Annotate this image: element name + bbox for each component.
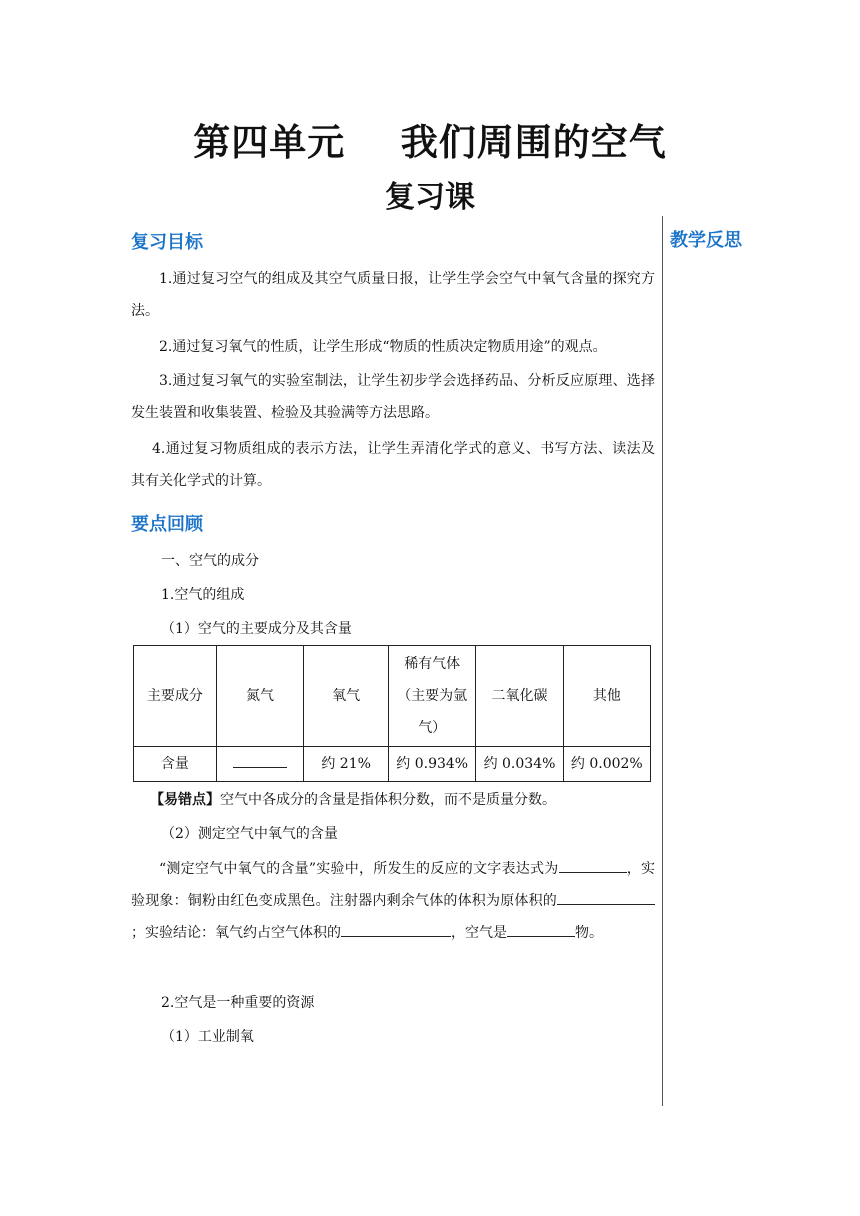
table-header-cell: 二氧化碳 xyxy=(476,646,563,747)
table-cell: 约 21% xyxy=(304,747,389,782)
reaction-blank xyxy=(559,858,627,873)
nitrogen-blank xyxy=(216,747,303,782)
document-subtitle: 复习课 xyxy=(385,180,475,215)
oxygen-measure-heading: （2）测定空气中氧气的含量 xyxy=(161,826,338,842)
resource-heading: 2.空气是一种重要的资源 xyxy=(161,995,315,1011)
table-header-row xyxy=(134,646,651,747)
goal-item-1: 1.通过复习空气的组成及其空气质量日报，让学生学会空气中氧气含量的探究方法。 xyxy=(131,271,655,319)
table-header-cell: 主要成分 xyxy=(134,646,217,747)
measure-text-3: ；实验结论：氧气约占空气体积的 xyxy=(131,925,341,941)
table-cell: 约 0.034% xyxy=(476,747,563,782)
measure-text-2: ，实验现象：铜粉由红色变成黑色。注射器内剩余气体的体积为原体积的 xyxy=(131,861,655,909)
measure-paragraph xyxy=(131,853,655,949)
document-title: 第四单元 我们周围的空气 xyxy=(193,121,667,164)
table-header-cell: 稀有气体（主要为氩气） xyxy=(389,646,476,747)
error-note-text: 空气中各成分的含量是指体积分数，而不是质量分数。 xyxy=(220,792,556,808)
air-composition-heading: 1.空气的组成 xyxy=(161,587,245,603)
reflection-heading: 教学反思 xyxy=(670,230,742,251)
table-row xyxy=(134,747,651,782)
oxygen-fraction-blank xyxy=(341,922,451,937)
column-divider xyxy=(662,216,663,1106)
measure-text-5: 物。 xyxy=(575,925,603,941)
measure-text-1: “测定空气中氧气的含量”实验中，所发生的反应的文字表达式为 xyxy=(159,861,559,877)
table-row-label: 含量 xyxy=(134,747,217,782)
air-composition-table xyxy=(133,645,651,782)
table-header-cell: 氮气 xyxy=(216,646,303,747)
measure-text-4: ，空气是 xyxy=(451,925,507,941)
mixture-blank xyxy=(507,922,575,937)
table-cell: 约 0.934% xyxy=(389,747,476,782)
goal-item-3: 3.通过复习氧气的实验室制法，让学生初步学会选择药品、分析反应原理、选择发生装置和收集装置、检验及其验满等方法思路。 xyxy=(131,373,655,421)
main-components-heading: （1）空气的主要成分及其含量 xyxy=(161,621,352,637)
goal-item-4: 4.通过复习物质组成的表示方法，让学生弄清化学式的意义、书写方法、读法及其有关化学式的计算。 xyxy=(131,441,655,489)
part-one-heading: 一、空气的成分 xyxy=(161,553,259,569)
key-points-heading: 要点回顾 xyxy=(131,514,203,535)
error-note-tag: 【易错点】 xyxy=(150,792,220,808)
volume-ratio-blank xyxy=(557,890,655,905)
table-cell: 约 0.002% xyxy=(563,747,650,782)
industrial-oxygen-heading: （1）工业制氧 xyxy=(161,1029,254,1045)
table-header-cell: 其他 xyxy=(563,646,650,747)
goal-item-2: 2.通过复习氧气的性质，让学生形成“物质的性质决定物质用途”的观点。 xyxy=(159,339,607,355)
error-note xyxy=(150,790,556,810)
review-goals-heading: 复习目标 xyxy=(131,232,203,253)
table-header-cell: 氧气 xyxy=(304,646,389,747)
